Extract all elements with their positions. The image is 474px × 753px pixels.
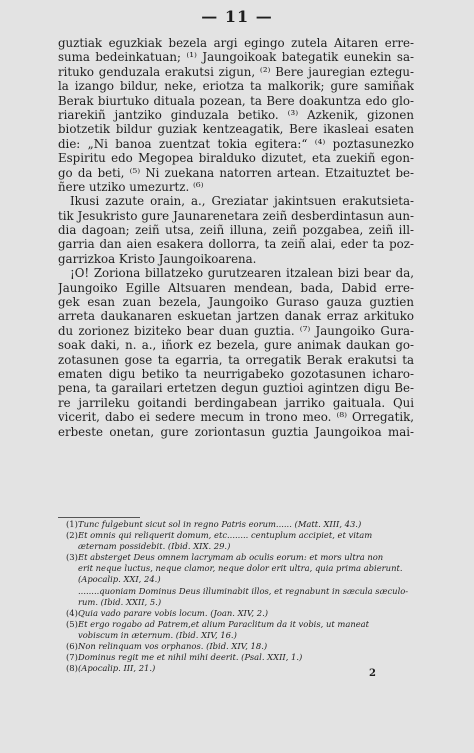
footnotes [58, 519, 414, 674]
text-line: guztiak eguzkiak bezela argi egingo zutela Aitaren erre- [58, 36, 414, 50]
text-line: suma bedeinkatuan; ⁽¹⁾ Jaungoikoak bategatik eunekin sa- [58, 50, 414, 65]
text-line: la izango bildur, neke, eriotza ta malkorik; gure samiñak [58, 79, 414, 94]
text-line: riarekiñ jantziko ginduzala betiko. ⁽³⁾ Azkenik, gizonen [58, 107, 414, 122]
footnote-line [58, 574, 414, 585]
text-line: die: „Ni banoa zuentzat tokia egitera:“ ⁽⁴⁾ poztasunezko [58, 136, 414, 151]
text-line: ematen digu betiko ta neurrigabeko gozotasunen icharo- [58, 366, 414, 381]
text-line: re jarrileku goitandi berdingabean jarriko gaituala. Qui [58, 395, 414, 410]
footnote-line [58, 597, 414, 608]
text-line: gek esan zuan bezela, Jaungoiko Guraso gauza guztien [58, 295, 414, 310]
text-line: go da beti, ⁽⁵⁾ Ni zuekana natorren artean. Etzaituztet be- [58, 165, 414, 180]
footnote-line [58, 563, 414, 574]
text-line: arreta daukanaren eskuetan jartzen danak erraz arkituko [58, 309, 414, 324]
text-line: tik Jesukristo gure Jaunarenetara zeiñ desberdintasun aun- [58, 208, 414, 223]
signature-mark: 2 [369, 668, 376, 679]
text-line: pena, ta garailari ertetzen degun guztioi agintzen digu Be- [58, 381, 414, 396]
footnote-text: Dominus regit me et nihil mihi deerit. (Psal. XXII, 1.) [78, 652, 303, 663]
text-line: Espiritu edo Megopea biralduko dizutet, eta zuekiñ egon- [58, 151, 414, 166]
footnote-number: (1) [66, 519, 78, 529]
footnote-number: (5) [66, 618, 78, 629]
footnote-text: æternam possidebit. (Ibid. XIX. 29.) [78, 541, 231, 552]
footnote-text: Quia vado parare vobis locum. (Joan. XIV, 2.) [78, 607, 269, 618]
text-line: erbeste onetan, gure zoriontasun guztia Jaungoikoa mai- [58, 424, 414, 439]
footnote-text: Non relinquam vos orphanos. (Ibid. XIV, 18.) [78, 641, 268, 652]
text-line: dia dagoan; zeiñ utsa, zeiñ illuna, zeiñ pozgabea, zeiñ ill- [58, 223, 414, 238]
text-line: garria dan aien esakera dollorra, ta zeiñ alai, eder ta poz- [58, 237, 414, 252]
footnote-number: (4) [66, 607, 78, 618]
footnote-number: (7) [66, 652, 78, 663]
text-line: rituko genduzala erakutsi zigun, ⁽²⁾ Bere jauregian eztegu- [58, 64, 414, 79]
main-text [58, 36, 414, 439]
footnote-text: Et absterget Deus omnem lacrymam ab oculis eorum: et mors ultra non [78, 552, 384, 563]
footnote-text: Et omnis qui reliquerit domum, etc........ centuplum accipiet, et vitam [78, 530, 373, 541]
footnote-line [58, 530, 414, 541]
footnote-rule [58, 517, 140, 518]
text-line: soak daki, n. a., iñork ez bezela, gure animak daukan go- [58, 338, 414, 353]
footnote-line [58, 663, 414, 674]
footnote-text: Tunc fulgebunt sicut sol in regno Patris eorum...... (Matt. XIII, 43.) [78, 519, 362, 529]
text-line: vicerit, dabo ei sedere mecum in trono meo. ⁽⁸⁾ Orregatik, [58, 410, 414, 425]
footnote-line [58, 541, 414, 552]
text-line: Jaungoiko Egille Altsuaren mendean, bada, Dabid erre- [58, 280, 414, 295]
page-number: — 11 — [201, 7, 273, 26]
footnote-number: (2) [66, 530, 78, 541]
text-line: ¡O! Zoriona billatzeko gurutzearen itzalean bizi bear da, [70, 266, 414, 281]
footnote-text: ........quoniam Dominus Deus illuminabit illos, et regnabunt in sæcula sæculo- [78, 585, 409, 596]
text-line: ñere utziko umezurtz. ⁽⁶⁾ [58, 179, 204, 194]
footnote-line [58, 630, 414, 641]
footnote-number: (3) [66, 552, 78, 563]
text-line: du zorionez biziteko bear duan guztia. ⁽⁷⁾ Jaungoiko Gura- [58, 323, 414, 338]
footnote-text: erit neque luctus, neque clamor, neque dolor erit ultra, quia prima abierunt. [78, 563, 403, 574]
text-line: garrizkoa Kristo Jaungoikoarena. [58, 251, 257, 266]
footnote-line [58, 641, 414, 652]
footnote-text: vobiscum in æternum. (Ibid. XIV, 16.) [78, 629, 237, 640]
text-line: zotasunen gose ta egarria, ta orregatik Berak erakutsi ta [58, 352, 414, 367]
footnote-number: (8) [66, 663, 78, 674]
text-line: Berak biurtuko dituala pozean, ta Bere doakuntza edo glo- [58, 93, 414, 108]
footnote-text: rum. (Ibid. XXII, 5.) [78, 596, 162, 607]
footnote-line [58, 652, 414, 663]
footnote-line [58, 519, 414, 530]
footnote-text: (Apocalip. XXI, 24.) [78, 574, 161, 585]
footnote-line [58, 608, 414, 619]
footnote-line [58, 619, 414, 630]
footnote-number: (6) [66, 641, 78, 652]
text-line: Ikusi zazute orain, a., Greziatar jakintsuen erakutsieta- [70, 194, 414, 209]
footnote-line [58, 552, 414, 563]
footnote-text: (Apocalip. III, 21.) [78, 663, 156, 674]
footnote-text: Et ergo rogabo ad Patrem,et alium Paraclitum da it vobis, ut maneat [78, 618, 370, 629]
footnote-line [58, 586, 414, 597]
text-line: biotzetik bildur guziak kentzeagatik, Bere ikasleai esaten [58, 122, 414, 137]
